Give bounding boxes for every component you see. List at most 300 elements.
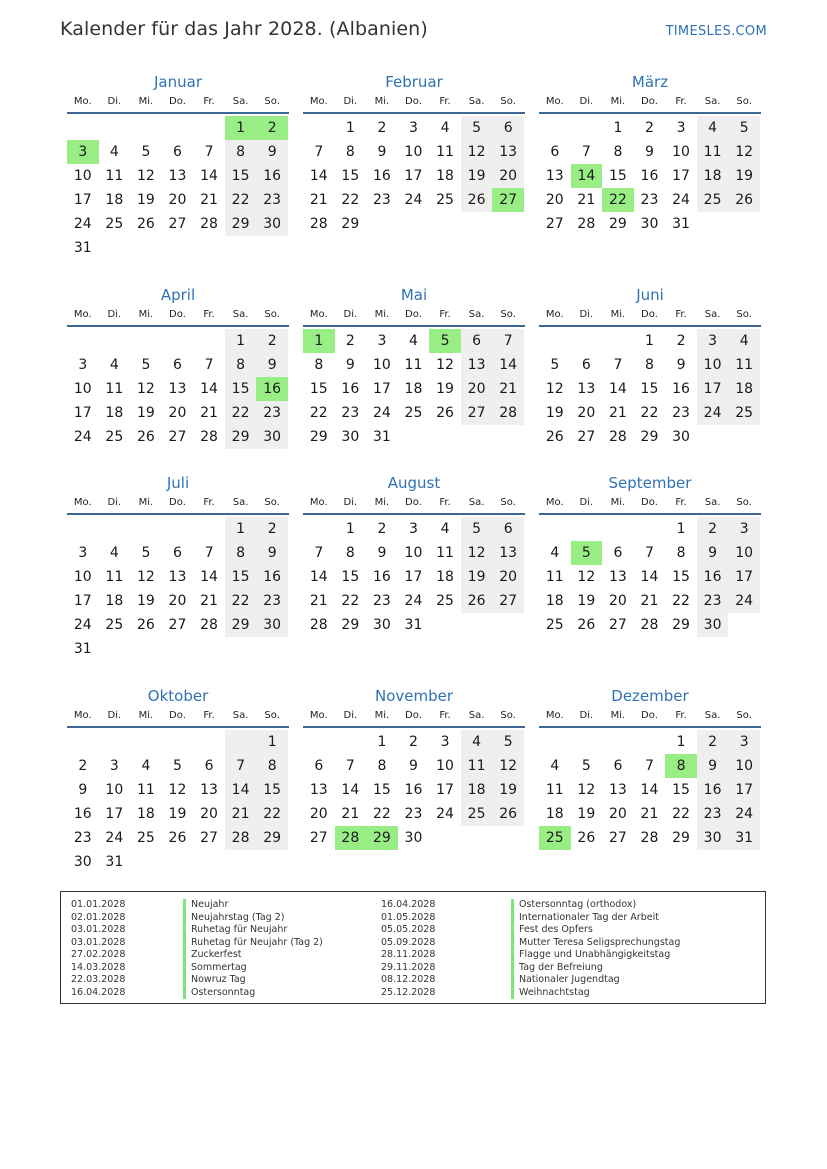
day-cell: 28	[200, 617, 218, 633]
month-block	[539, 686, 761, 850]
weekday-header: Do.	[405, 309, 422, 320]
weekday-header-row	[303, 307, 525, 327]
day-cell: 12	[577, 569, 596, 585]
month-block	[303, 473, 525, 637]
holiday-name: Neujahr	[183, 899, 323, 912]
day-cell: 26	[545, 429, 564, 445]
day-cell: 5	[141, 545, 151, 561]
weekday-header-row	[539, 495, 761, 515]
weekday-header: Di.	[579, 96, 594, 107]
day-cell: 21	[608, 405, 627, 421]
weekday-header: Do.	[641, 96, 658, 107]
day-cell: 30	[640, 216, 659, 232]
day-cell: 21	[309, 192, 328, 208]
empty-day-cell	[162, 517, 194, 541]
day-cell: 10	[404, 144, 423, 160]
day-cell: 3	[78, 545, 88, 561]
day-cell: 20	[608, 593, 627, 609]
day-cell: 24	[404, 593, 423, 609]
month-name: Dezember	[611, 687, 689, 705]
day-cell: 8	[256, 754, 288, 778]
empty-day-cell	[225, 236, 257, 260]
weekday-header-row	[303, 94, 525, 114]
day-cell: 10	[73, 168, 92, 184]
empty-day-cell	[67, 730, 99, 754]
weekday-header-row	[67, 708, 289, 728]
day-cell: 24	[372, 405, 391, 421]
holiday-dates-left	[71, 899, 125, 999]
day-cell: 28	[200, 216, 218, 232]
day-cell: 23	[372, 192, 391, 208]
day-cell: 12	[461, 541, 493, 565]
day-cell: 13	[168, 381, 187, 397]
day-cell: 28	[225, 826, 257, 850]
day-cell: 17	[73, 192, 92, 208]
day-cell: 14	[309, 168, 328, 184]
days-grid	[303, 329, 525, 449]
day-cell: 2	[345, 333, 355, 349]
empty-day-cell	[303, 730, 335, 754]
weekday-header: Fr.	[675, 497, 687, 508]
empty-day-cell	[130, 329, 162, 353]
empty-day-cell	[130, 517, 162, 541]
day-cell: 26	[577, 617, 596, 633]
empty-day-cell	[429, 425, 461, 449]
empty-day-cell	[256, 637, 288, 661]
day-cell: 10	[105, 782, 124, 798]
empty-day-cell	[99, 236, 131, 260]
day-cell: 18	[436, 168, 454, 184]
day-cell: 11	[136, 782, 155, 798]
day-cell: 1	[676, 734, 686, 750]
day-cell: 6	[204, 758, 214, 774]
holiday-name: Ruhetag für Neujahr	[183, 924, 323, 937]
month-block	[67, 686, 289, 874]
weekday-header: So.	[264, 96, 280, 107]
day-cell: 3	[377, 333, 387, 349]
day-cell: 26	[168, 830, 187, 846]
empty-day-cell	[225, 850, 257, 874]
holiday-date: 01.01.2028	[71, 899, 126, 910]
day-cell: 31	[73, 641, 92, 657]
empty-day-cell	[571, 116, 603, 140]
empty-day-cell	[728, 212, 760, 236]
empty-day-cell	[193, 730, 225, 754]
empty-day-cell	[256, 850, 288, 874]
weekday-header: Mi.	[374, 710, 390, 721]
day-cell: 27	[492, 589, 524, 613]
weekday-header: Mo.	[73, 710, 92, 721]
day-cell: 30	[341, 429, 360, 445]
month-block	[67, 473, 289, 661]
day-cell: 9	[377, 144, 387, 160]
weekday-header: Di.	[107, 497, 122, 508]
day-cell: 14	[200, 569, 218, 585]
weekday-header: Do.	[405, 497, 422, 508]
weekday-header: Fr.	[439, 96, 451, 107]
day-cell: 3	[409, 521, 418, 537]
holiday-date: 27.02.2028	[71, 949, 126, 960]
weekday-header: Fr.	[203, 497, 215, 508]
day-cell: 23	[640, 192, 659, 208]
day-cell: 30	[256, 212, 288, 236]
holiday-names-left	[183, 899, 323, 999]
day-cell: 7	[645, 545, 654, 561]
day-cell: 29	[225, 613, 257, 637]
day-cell: 26	[577, 830, 596, 846]
day-cell: 25	[461, 802, 493, 826]
holiday-name: Ostersonntag (orthodox)	[511, 899, 680, 912]
weekday-header: Sa.	[468, 497, 485, 508]
day-cell: 19	[136, 593, 155, 609]
day-cell: 14	[225, 778, 257, 802]
empty-day-cell	[130, 637, 162, 661]
weekday-header-row	[539, 708, 761, 728]
day-cell: 10	[728, 754, 760, 778]
day-cell: 27	[168, 429, 187, 445]
empty-day-cell	[461, 425, 493, 449]
day-cell: 15	[672, 782, 690, 798]
day-cell: 22	[225, 188, 257, 212]
empty-day-cell	[193, 236, 225, 260]
month-block	[303, 686, 525, 850]
day-cell: 18	[105, 593, 124, 609]
empty-day-cell	[162, 637, 194, 661]
day-cell: 4	[728, 329, 760, 353]
day-cell: 22	[341, 593, 360, 609]
day-cell: 7	[204, 545, 214, 561]
day-cell: 11	[697, 140, 729, 164]
day-cell: 5	[492, 730, 524, 754]
day-cell: 24	[105, 830, 124, 846]
day-cell: 16	[640, 168, 659, 184]
day-cell: 25	[697, 188, 729, 212]
day-cell: 28	[492, 401, 524, 425]
day-cell: 14	[309, 569, 328, 585]
holiday-date: 16.04.2028	[381, 899, 436, 910]
weekday-header: Do.	[641, 309, 658, 320]
day-cell: 21	[200, 593, 218, 609]
day-cell: 27	[200, 830, 218, 846]
empty-day-cell	[162, 116, 194, 140]
weekday-header: Fr.	[675, 96, 687, 107]
empty-day-cell	[429, 826, 461, 850]
holiday-list	[60, 891, 766, 1004]
day-cell: 4	[550, 758, 560, 774]
empty-day-cell	[461, 212, 493, 236]
day-cell: 4	[141, 758, 151, 774]
day-cell: 16	[404, 782, 423, 798]
day-cell: 22	[256, 802, 288, 826]
day-cell: 16	[697, 778, 729, 802]
day-cell: 17	[728, 778, 760, 802]
weekday-header: Mo.	[309, 96, 328, 107]
weekday-header: Do.	[641, 710, 658, 721]
day-cell: 2	[78, 758, 88, 774]
month-name: März	[631, 73, 669, 91]
day-cell: 4	[109, 357, 119, 373]
day-cell: 1	[345, 521, 355, 537]
day-cell: 26	[136, 429, 155, 445]
day-cell: 10	[697, 353, 729, 377]
weekday-header: Fr.	[439, 497, 451, 508]
empty-day-cell	[130, 116, 162, 140]
holiday-date: 02.01.2028	[71, 911, 126, 923]
day-cell: 2	[409, 734, 418, 750]
empty-day-cell	[303, 116, 335, 140]
day-cell: 23	[372, 593, 391, 609]
day-cell: 4	[440, 521, 450, 537]
day-cell: 16	[256, 377, 288, 401]
day-cell: 4	[697, 116, 729, 140]
month-name: November	[374, 687, 454, 705]
day-cell: 20	[461, 377, 493, 401]
day-cell: 19	[461, 565, 493, 589]
day-cell: 29	[225, 212, 257, 236]
empty-day-cell	[130, 730, 162, 754]
day-cell: 18	[105, 192, 124, 208]
day-cell: 5	[581, 758, 591, 774]
empty-day-cell	[193, 329, 225, 353]
weekday-header-row	[303, 708, 525, 728]
weekday-header: So.	[500, 710, 516, 721]
day-cell: 9	[645, 144, 654, 160]
day-cell: 8	[225, 140, 257, 164]
day-cell: 6	[613, 758, 623, 774]
day-cell: 21	[492, 377, 524, 401]
day-cell: 8	[645, 357, 654, 373]
day-cell: 16	[341, 381, 360, 397]
day-cell: 17	[105, 806, 124, 822]
day-cell: 6	[550, 144, 560, 160]
days-grid	[67, 116, 289, 260]
day-cell: 14	[200, 381, 218, 397]
day-cell: 20	[309, 806, 328, 822]
day-cell: 12	[577, 782, 596, 798]
holiday-name: Weihnachtstag	[511, 987, 680, 1000]
weekday-header: Mo.	[309, 710, 328, 721]
day-cell: 7	[314, 144, 324, 160]
day-cell: 30	[404, 830, 423, 846]
empty-day-cell	[539, 329, 571, 353]
holiday-name: Tag der Befreiung	[511, 962, 680, 975]
holiday-name: Mutter Teresa Seligsprechungstag	[511, 937, 680, 950]
empty-day-cell	[193, 116, 225, 140]
day-cell: 5	[461, 116, 493, 140]
weekday-header: Mo.	[545, 309, 564, 320]
day-cell: 29	[608, 216, 627, 232]
day-cell: 15	[309, 381, 328, 397]
day-cell: 1	[377, 734, 387, 750]
day-cell: 23	[672, 405, 690, 421]
day-cell: 6	[492, 517, 524, 541]
day-cell: 2	[697, 517, 729, 541]
empty-day-cell	[162, 329, 194, 353]
day-cell: 7	[345, 758, 355, 774]
day-cell: 11	[436, 545, 454, 561]
day-cell: 4	[461, 730, 493, 754]
day-cell: 13	[309, 782, 328, 798]
weekday-header: So.	[736, 96, 752, 107]
day-cell: 26	[461, 589, 493, 613]
day-cell: 8	[314, 357, 324, 373]
day-cell: 22	[672, 593, 690, 609]
day-cell: 5	[728, 116, 760, 140]
day-cell: 13	[608, 569, 627, 585]
holiday-name: Internationaler Tag der Arbeit	[511, 912, 680, 925]
day-cell: 28	[309, 617, 328, 633]
day-cell: 1	[225, 116, 257, 140]
day-cell: 22	[225, 401, 257, 425]
empty-day-cell	[335, 730, 367, 754]
weekday-header: Mi.	[610, 309, 626, 320]
day-cell: 9	[697, 754, 729, 778]
day-cell: 29	[341, 216, 360, 232]
day-cell: 18	[404, 381, 423, 397]
day-cell: 18	[105, 405, 124, 421]
weekday-header: Di.	[107, 309, 122, 320]
day-cell: 9	[256, 140, 288, 164]
day-cell: 5	[141, 144, 151, 160]
day-cell: 28	[577, 216, 596, 232]
day-cell: 2	[377, 521, 387, 537]
day-cell: 10	[73, 381, 92, 397]
weekday-header: Fr.	[203, 309, 215, 320]
weekday-header: Mi.	[374, 96, 390, 107]
day-cell: 20	[168, 405, 187, 421]
empty-day-cell	[256, 236, 288, 260]
brand-link[interactable]: TIMESLES.COM	[665, 24, 767, 39]
weekday-header: Do.	[169, 96, 186, 107]
empty-day-cell	[162, 850, 194, 874]
day-cell: 3	[728, 517, 760, 541]
day-cell: 25	[545, 617, 564, 633]
day-cell: 12	[136, 168, 155, 184]
day-cell: 20	[577, 405, 596, 421]
holiday-name: Zuckerfest	[183, 949, 323, 962]
weekday-header-row	[539, 94, 761, 114]
day-cell: 21	[341, 806, 360, 822]
day-cell: 8	[345, 144, 355, 160]
day-cell: 6	[461, 329, 493, 353]
empty-day-cell	[99, 329, 131, 353]
month-name: September	[608, 474, 692, 492]
day-cell: 15	[372, 782, 391, 798]
day-cell: 31	[73, 240, 92, 256]
holiday-name: Fest des Opfers	[511, 924, 680, 937]
empty-day-cell	[130, 850, 162, 874]
days-grid	[303, 730, 525, 850]
day-cell: 30	[256, 425, 288, 449]
day-cell: 2	[256, 329, 288, 353]
day-cell: 22	[225, 589, 257, 613]
day-cell: 3	[697, 329, 729, 353]
day-cell: 20	[545, 192, 564, 208]
month-block	[67, 285, 289, 449]
day-cell: 27	[168, 216, 187, 232]
day-cell: 15	[608, 168, 627, 184]
empty-day-cell	[461, 826, 493, 850]
days-grid	[303, 116, 525, 236]
empty-day-cell	[67, 116, 99, 140]
day-cell: 24	[697, 401, 729, 425]
weekday-header: Do.	[169, 710, 186, 721]
day-cell: 30	[697, 613, 729, 637]
day-cell: 3	[728, 730, 760, 754]
day-cell: 6	[173, 144, 182, 160]
day-cell: 17	[372, 381, 391, 397]
empty-day-cell	[602, 730, 634, 754]
empty-day-cell	[492, 425, 524, 449]
day-cell: 31	[372, 429, 391, 445]
day-cell: 23	[256, 188, 288, 212]
weekday-header: So.	[264, 497, 280, 508]
day-cell: 16	[372, 569, 391, 585]
day-cell: 21	[200, 405, 218, 421]
month-block	[539, 72, 761, 236]
weekday-header: Mi.	[138, 96, 154, 107]
day-cell: 26	[728, 188, 760, 212]
weekday-header: Mi.	[138, 710, 154, 721]
days-grid	[539, 730, 761, 850]
day-cell: 17	[672, 168, 690, 184]
day-cell: 7	[225, 754, 257, 778]
holiday-name: Nowruz Tag	[183, 974, 323, 987]
empty-day-cell	[99, 637, 131, 661]
day-cell: 30	[372, 617, 391, 633]
empty-day-cell	[398, 425, 430, 449]
weekday-header: So.	[500, 497, 516, 508]
holiday-date: 05.09.2028	[381, 936, 436, 948]
day-cell: 11	[461, 754, 493, 778]
weekday-header: Do.	[169, 497, 186, 508]
day-cell: 17	[436, 782, 454, 798]
day-cell: 15	[341, 168, 360, 184]
day-cell: 15	[672, 569, 690, 585]
day-cell: 26	[436, 405, 454, 421]
weekday-header: Mi.	[610, 497, 626, 508]
day-cell: 3	[676, 120, 686, 136]
empty-day-cell	[398, 212, 430, 236]
day-cell: 25	[539, 826, 571, 850]
day-cell: 22	[602, 188, 634, 212]
day-cell: 18	[545, 806, 564, 822]
day-cell: 17	[404, 569, 423, 585]
holiday-name: Neujahrstag (Tag 2)	[183, 912, 323, 925]
day-cell: 19	[136, 405, 155, 421]
holiday-name: Flagge und Unabhängigkeitstag	[511, 949, 680, 962]
weekday-header: Di.	[343, 710, 358, 721]
empty-day-cell	[602, 329, 634, 353]
day-cell: 10	[672, 144, 690, 160]
empty-day-cell	[571, 517, 603, 541]
day-cell: 6	[173, 357, 182, 373]
day-cell: 6	[492, 116, 524, 140]
day-cell: 14	[608, 381, 627, 397]
empty-day-cell	[193, 517, 225, 541]
empty-day-cell	[492, 826, 524, 850]
day-cell: 16	[73, 806, 92, 822]
day-cell: 1	[345, 120, 355, 136]
month-name: Mai	[400, 286, 428, 304]
weekday-header-row	[539, 307, 761, 327]
day-cell: 11	[545, 569, 564, 585]
day-cell: 10	[73, 569, 92, 585]
day-cell: 9	[697, 541, 729, 565]
day-cell: 16	[697, 565, 729, 589]
weekday-header: Fr.	[439, 309, 451, 320]
day-cell: 23	[73, 830, 92, 846]
